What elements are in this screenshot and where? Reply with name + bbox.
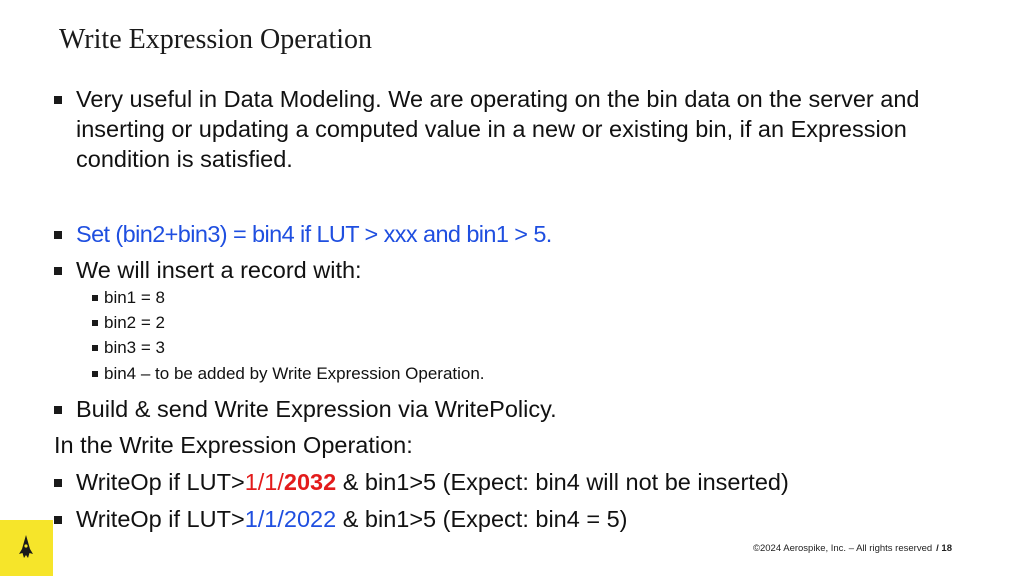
writeop-prefix: WriteOp if LUT> [76, 506, 245, 532]
aerospike-logo [0, 520, 53, 576]
bullet-square-icon [92, 371, 98, 377]
bullet-text: bin3 = 3 [104, 338, 165, 357]
bullet-text: Set (bin2+bin3) = bin4 if LUT > xxx and bin1 > 5. [76, 221, 552, 247]
bullet-text: bin4 – to be added by Write Expression Operation. [104, 364, 485, 383]
aerospike-rocket-icon [0, 520, 53, 576]
sub-bullet-bin1 [104, 286, 165, 310]
bullet-square-icon [92, 320, 98, 326]
year-red-bold: 2032 [283, 469, 337, 495]
bullet-text: bin2 = 2 [104, 313, 165, 332]
copyright-text: ©2024 Aerospike, Inc. – All rights reserved [752, 543, 933, 554]
bullet-square-icon [54, 96, 62, 104]
bullet-text: bin1 = 8 [104, 288, 165, 307]
date-blue: 1/1/2022 [244, 506, 337, 532]
bullet-square-icon [54, 231, 62, 239]
sub-bullet-bin3 [104, 336, 165, 360]
sub-bullet-bin2 [104, 311, 165, 335]
bullet-set-rule [76, 219, 552, 249]
bullet-square-icon [54, 516, 62, 524]
date-red: 1/1/ [244, 469, 284, 495]
writeop-suffix: & bin1>5 (Expect: bin4 = 5) [336, 506, 628, 532]
bullet-square-icon [54, 479, 62, 487]
writeop-suffix: & bin1>5 (Expect: bin4 will not be inserted) [336, 469, 789, 495]
bullet-square-icon [92, 345, 98, 351]
bullet-text: We will insert a record with: [76, 257, 362, 283]
page-title: Write Expression Operation [59, 24, 373, 55]
bullet-writeop-2032 [76, 467, 789, 497]
footer [753, 543, 952, 554]
bullet-build-send [76, 394, 557, 424]
writeop-prefix: WriteOp if LUT> [76, 469, 245, 495]
bullet-text: Build & send Write Expression via WritePolicy. [76, 396, 557, 422]
page-number: / 18 [936, 543, 952, 554]
bullet-square-icon [92, 295, 98, 301]
bullet-insert-record [76, 255, 362, 285]
bullet-text: Very useful in Data Modeling. We are operating on the bin data on the server and inserting or updating a computed value in a new or existing bin, if an Expression condition is satisfied. [76, 86, 920, 172]
sub-bullet-bin4 [104, 362, 485, 386]
bullet-data-modeling [76, 84, 976, 174]
bullet-writeop-2022 [76, 504, 628, 534]
bullet-square-icon [54, 406, 62, 414]
bullet-square-icon [54, 267, 62, 275]
plain-line: In the Write Expression Operation: [54, 432, 413, 458]
